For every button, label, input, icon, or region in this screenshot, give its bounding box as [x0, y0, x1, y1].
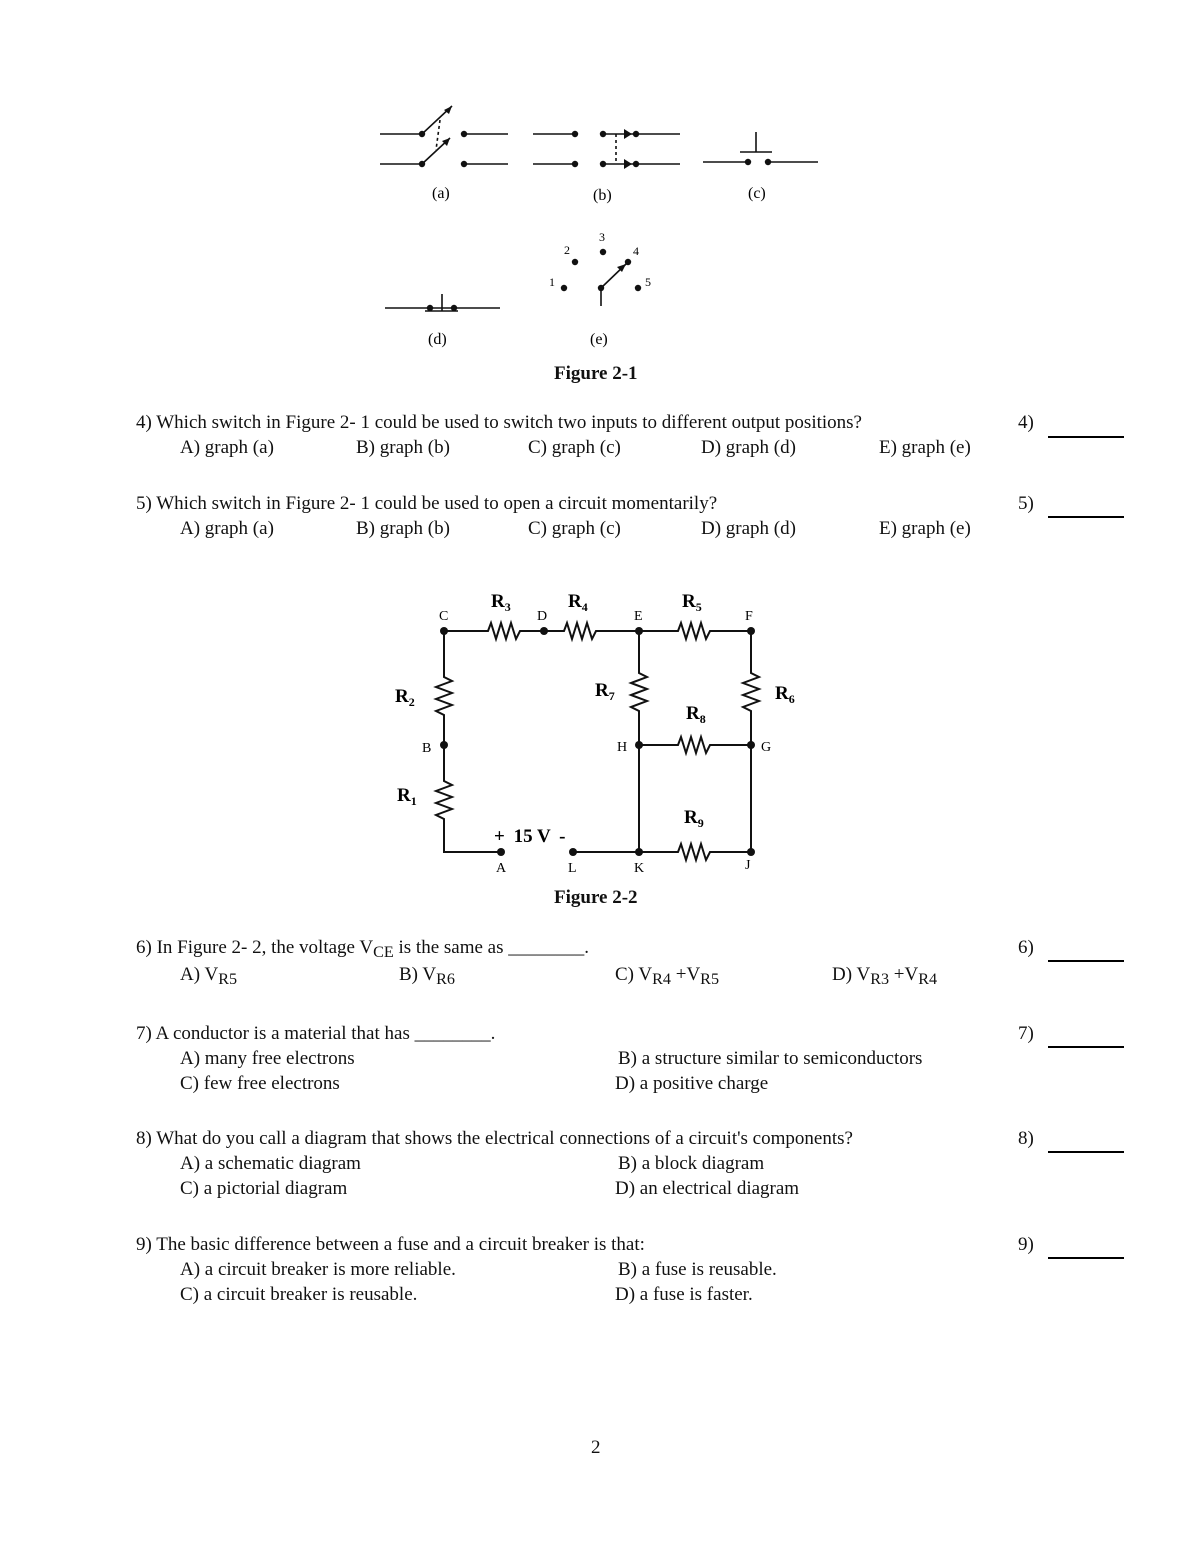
node-a-label: A: [496, 861, 507, 876]
answer-number-5: 5): [1018, 493, 1034, 514]
question-number: 9): [136, 1234, 152, 1255]
option-4b[interactable]: B) graph (b): [356, 437, 450, 458]
option-8a[interactable]: A) a schematic diagram: [180, 1153, 361, 1174]
node-d-label: D: [537, 609, 548, 624]
node-a-dot: [497, 848, 505, 856]
option-6a[interactable]: A) $V_{R5}$: [180, 964, 238, 989]
switch-d: [385, 294, 500, 311]
node-b-label: B: [422, 741, 432, 756]
node-h-dot: [635, 741, 643, 749]
question-text: What do you call a diagram that shows the electrical connections of a circuit's components?: [156, 1128, 853, 1149]
question-8: [136, 1128, 853, 1150]
question-text: Which switch in Figure 2- 1 could be used to open a circuit momentarily?: [156, 493, 718, 514]
label-c: (c): [748, 185, 766, 202]
option-9c[interactable]: C) a circuit breaker is reusable.: [180, 1284, 418, 1305]
page-number: 2: [591, 1437, 601, 1458]
label-e: (e): [590, 331, 608, 348]
option-6b[interactable]: B) $V_{R6}$: [399, 964, 455, 989]
answer-number-9: 9): [1018, 1234, 1034, 1255]
resistor-r9-wire: [639, 844, 751, 860]
label-d: (d): [428, 331, 447, 348]
rotary-position-2: 2: [564, 243, 570, 257]
option-8b[interactable]: B) a block diagram: [618, 1153, 765, 1174]
answer-number-8: 8): [1018, 1128, 1034, 1149]
node-g-label: G: [761, 740, 772, 755]
question-4: [136, 412, 862, 434]
node-e-dot: [635, 627, 643, 635]
option-9a[interactable]: A) a circuit breaker is more reliable.: [180, 1259, 456, 1280]
option-5a[interactable]: A) graph (a): [180, 518, 274, 539]
option-5c[interactable]: C) graph (c): [528, 518, 621, 539]
label-b: (b): [593, 187, 612, 204]
node-g-dot: [747, 741, 755, 749]
answer-number-6: 6): [1018, 937, 1034, 958]
node-h-label: H: [617, 740, 628, 755]
option-8c[interactable]: C) a pictorial diagram: [180, 1178, 348, 1199]
r7-label: $R_7$: [595, 680, 615, 703]
rotary-position-3: 3: [599, 230, 605, 244]
question-number: 6): [136, 937, 152, 958]
node-f-label: F: [745, 609, 753, 624]
figure-2-2-circuit: [380, 585, 800, 885]
resistor-r7-wire: [631, 631, 647, 745]
resistor-r4-wire: [544, 623, 639, 639]
resistor-r1-wire: [436, 745, 501, 852]
node-k-label: K: [634, 861, 645, 876]
option-4c[interactable]: C) graph (c): [528, 437, 621, 458]
option-5e[interactable]: E) graph (e): [879, 518, 971, 539]
option-7d[interactable]: D) a positive charge: [615, 1073, 769, 1094]
r5-label: $R_5$: [682, 591, 702, 614]
option-4e[interactable]: E) graph (e): [879, 437, 971, 458]
question-7: [136, 1023, 495, 1045]
r3-label: $R_3$: [491, 591, 511, 614]
question-text: Which switch in Figure 2- 1 could be used to switch two inputs to different output positions?: [156, 412, 862, 433]
option-4d[interactable]: D) graph (d): [701, 437, 796, 458]
resistor-r6-wire: [743, 631, 759, 745]
node-d-dot: [540, 627, 548, 635]
node-j-label: J: [745, 858, 751, 873]
question-text: In Figure 2- 2, the voltage $V_{CE}$ is the same as ________.: [156, 937, 590, 962]
node-f-dot: [747, 627, 755, 635]
r4-label: $R_4$: [568, 591, 588, 614]
switch-c: [703, 132, 818, 162]
r9-label: $R_9$: [684, 807, 704, 830]
option-5b[interactable]: B) graph (b): [356, 518, 450, 539]
label-a: (a): [432, 185, 450, 202]
switch-a: [380, 106, 508, 164]
answer-number-4: 4): [1018, 412, 1034, 433]
question-text: The basic difference between a fuse and a circuit breaker is that:: [156, 1234, 645, 1255]
r6-label: $R_6$: [775, 683, 795, 706]
figure-2-2-caption: Figure 2-2: [554, 887, 638, 908]
switch-b: [533, 134, 680, 164]
option-4a[interactable]: A) graph (a): [180, 437, 274, 458]
option-6d[interactable]: D) $V_{R3} +V_{R4}$: [832, 964, 938, 989]
resistor-r3-wire: [444, 623, 544, 639]
resistor-r8-wire: [639, 737, 751, 753]
rotary-position-4: 4: [633, 244, 639, 258]
answer-number-7: 7): [1018, 1023, 1034, 1044]
r1-label: $R_1$: [397, 785, 417, 808]
question-number: 8): [136, 1128, 152, 1149]
node-e-label: E: [634, 609, 643, 624]
option-7c[interactable]: C) few free electrons: [180, 1073, 340, 1094]
figure-2-1-caption: Figure 2-1: [554, 363, 638, 384]
r8-label: $R_8$: [686, 703, 706, 726]
r2-label: $R_2$: [395, 686, 415, 709]
node-k-dot: [635, 848, 643, 856]
node-l-dot: [569, 848, 577, 856]
answer-blank-5[interactable]: [1048, 516, 1124, 518]
question-9: [136, 1234, 645, 1256]
rotary-position-5: 5: [645, 275, 651, 289]
figure-2-1-diagram: [370, 90, 830, 355]
option-9b[interactable]: B) a fuse is reusable.: [618, 1259, 777, 1280]
node-c-dot: [440, 627, 448, 635]
option-7a[interactable]: A) many free electrons: [180, 1048, 355, 1069]
option-7b[interactable]: B) a structure similar to semiconductors: [618, 1048, 923, 1069]
node-l-label: L: [568, 861, 577, 876]
option-5d[interactable]: D) graph (d): [701, 518, 796, 539]
resistor-r2-wire: [436, 631, 452, 745]
question-number: 5): [136, 493, 152, 514]
node-b-dot: [440, 741, 448, 749]
question-number: 4): [136, 412, 152, 433]
answer-blank-8[interactable]: [1048, 1151, 1124, 1153]
answer-blank-7[interactable]: [1048, 1046, 1124, 1048]
question-number: 7): [136, 1023, 152, 1044]
answer-blank-4[interactable]: [1048, 436, 1124, 438]
question-text: A conductor is a material that has ________.: [155, 1023, 496, 1044]
rotary-position-1: 1: [549, 275, 555, 289]
resistor-r5-wire: [639, 623, 751, 639]
answer-blank-9[interactable]: [1048, 1257, 1124, 1259]
node-c-label: C: [439, 609, 449, 624]
question-5: [136, 493, 717, 515]
answer-blank-6[interactable]: [1048, 960, 1124, 962]
source-label: + 15 V -: [494, 826, 566, 847]
option-8d[interactable]: D) an electrical diagram: [615, 1178, 800, 1199]
question-6: [136, 937, 589, 962]
option-9d[interactable]: D) a fuse is faster.: [615, 1284, 753, 1305]
option-6c[interactable]: C) $V_{R4} +V_{R5}$: [615, 964, 720, 989]
node-j-dot: [747, 848, 755, 856]
